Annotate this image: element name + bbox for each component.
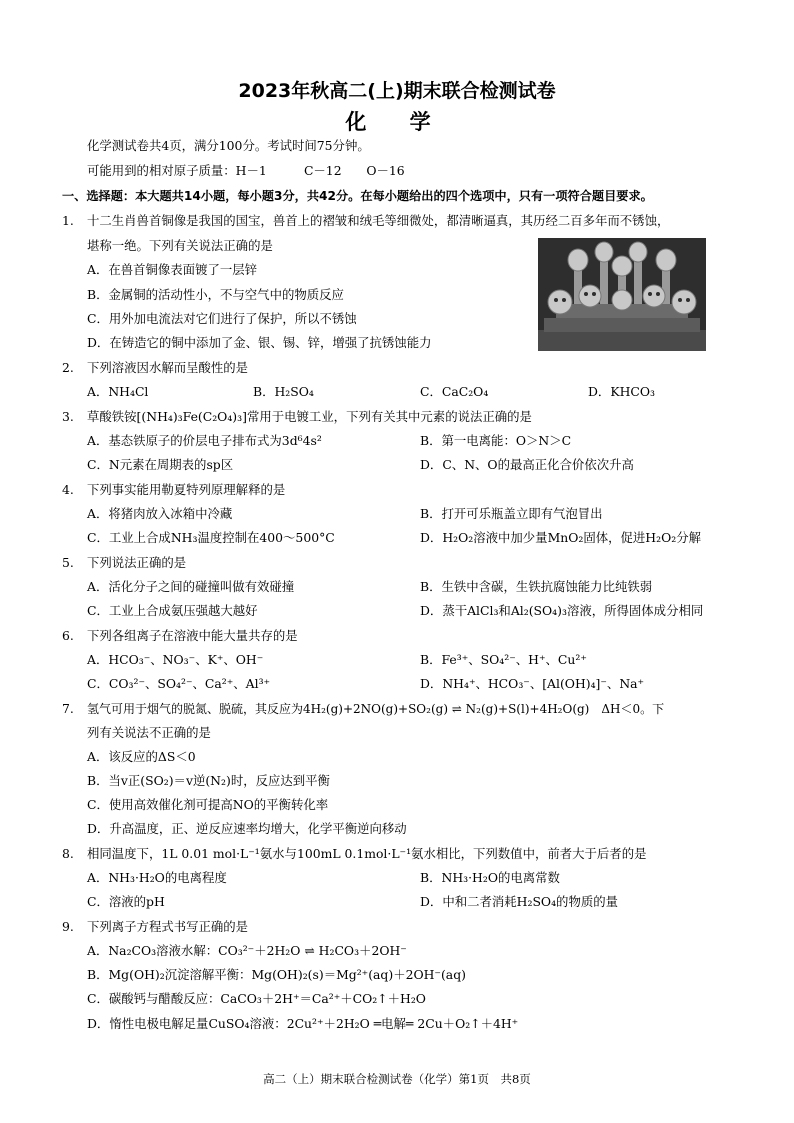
question-number: 5. — [62, 555, 74, 570]
option-c: C．CO₃²⁻、SO₄²⁻、Ca²⁺、Al³⁺ — [87, 676, 271, 691]
page-footer: 高二（上）期末联合检测试卷（化学）第1页 共8页 — [263, 1072, 531, 1086]
subject-heading: 化 学 — [345, 110, 449, 134]
option-c: C．工业上合成NH₃温度控制在400～500°C — [87, 530, 335, 545]
section-heading: 一、选择题：本大题共14小题，每小题3分，共42分。在每小题给出的四个选项中，只有一项符合题目要求。 — [62, 189, 653, 203]
question-stem: 氢气可用于烟气的脱氮、脱硫，其反应为4H₂(g)+2NO(g)+SO₂(g) ⇌ N₂(g)+S(l)+4H₂O(g) ΔH＜0。下 — [87, 702, 665, 716]
option-a: A．将猪肉放入冰箱中冷藏 — [87, 506, 233, 521]
intro-line-2: 可能用到的相对原子质量：H－1 C－12 O－16 — [87, 163, 405, 178]
exam-title: 2023年秋高二(上)期末联合检测试卷 — [238, 80, 556, 102]
option-c: C．使用高效催化剂可提高NO的平衡转化率 — [87, 797, 329, 812]
question-stem: 下列溶液因水解而呈酸性的是 — [87, 360, 249, 375]
intro-line-1: 化学测试卷共4页，满分100分。考试时间75分钟。 — [87, 138, 370, 153]
option-c: C．用外加电流法对它们进行了保护，所以不锈蚀 — [87, 311, 357, 326]
bronze-zodiac-heads-photo — [538, 238, 706, 351]
option-d: D．KHCO₃ — [588, 384, 655, 399]
option-a: A．活化分子之间的碰撞叫做有效碰撞 — [87, 579, 295, 594]
option-b: B．NH₃·H₂O的电离常数 — [420, 870, 560, 885]
question-number: 7. — [62, 701, 74, 716]
question-number: 1. — [62, 213, 74, 228]
question-stem: 下列离子方程式书写正确的是 — [87, 919, 249, 934]
question-stem-cont: 列有关说法不正确的是 — [87, 725, 211, 740]
question-number: 3. — [62, 409, 74, 424]
option-b: B．当v正(SO₂)＝v逆(N₂)时，反应达到平衡 — [87, 773, 330, 788]
zodiac-heads-illustration — [538, 238, 706, 351]
option-b: B．H₂SO₄ — [253, 384, 314, 399]
option-b: B．生铁中含碳，生铁抗腐蚀能力比纯铁弱 — [420, 579, 653, 594]
option-d: D．升高温度，正、逆反应速率均增大，化学平衡逆向移动 — [87, 821, 407, 836]
option-b: B．Mg(OH)₂沉淀溶解平衡：Mg(OH)₂(s)＝Mg²⁺(aq)＋2OH⁻(aq) — [87, 967, 466, 982]
option-c: C．溶液的pH — [87, 894, 165, 909]
question-number: 2. — [62, 360, 74, 375]
option-d: D．H₂O₂溶液中加少量MnO₂固体，促进H₂O₂分解 — [420, 530, 701, 545]
question-stem: 下列各组离子在溶液中能大量共存的是 — [87, 628, 298, 643]
option-a: A．Na₂CO₃溶液水解：CO₃²⁻＋2H₂O ⇌ H₂CO₃＋2OH⁻ — [87, 943, 407, 958]
question-stem: 十二生肖兽首铜像是我国的国宝，兽首上的褶皱和绒毛等细微处，都清晰逼真，其历经二百多年而不锈蚀， — [87, 213, 670, 228]
option-b: B．金属铜的活动性小，不与空气中的物质反应 — [87, 287, 344, 302]
question-stem: 下列说法正确的是 — [87, 555, 187, 570]
option-b: B．Fe³⁺、SO₄²⁻、H⁺、Cu²⁺ — [420, 652, 587, 667]
question-stem-cont: 堪称一绝。下列有关说法正确的是 — [87, 238, 273, 253]
option-c: C．N元素在周期表的sp区 — [87, 457, 234, 472]
question-number: 8. — [62, 846, 74, 861]
question-number: 4. — [62, 482, 74, 497]
option-c: C．碳酸钙与醋酸反应：CaCO₃＋2H⁺＝Ca²⁺＋CO₂↑＋H₂O — [87, 991, 426, 1006]
option-a: A．NH₃·H₂O的电离程度 — [87, 870, 227, 885]
option-d: D．中和二者消耗H₂SO₄的物质的量 — [420, 894, 619, 909]
option-a: A．在兽首铜像表面镀了一层锌 — [87, 262, 258, 277]
question-stem: 下列事实能用勒夏特列原理解释的是 — [87, 482, 286, 497]
option-c: C．CaC₂O₄ — [420, 384, 489, 399]
question-stem: 草酸铁铵[(NH₄)₃Fe(C₂O₄)₃]常用于电镀工业，下列有关其中元素的说法正确的是 — [87, 409, 532, 424]
option-a: A．NH₄Cl — [87, 384, 149, 399]
option-a: A．HCO₃⁻、NO₃⁻、K⁺、OH⁻ — [87, 652, 264, 667]
option-d: D．蒸干AlCl₃和Al₂(SO₄)₃溶液，所得固体成分相同 — [420, 603, 704, 618]
option-a: A．该反应的ΔS＜0 — [87, 749, 196, 764]
option-b: B．打开可乐瓶盖立即有气泡冒出 — [420, 506, 603, 521]
question-stem: 相同温度下，1L 0.01 mol·L⁻¹氨水与100mL 0.1mol·L⁻¹氨水相比，下列数值中，前者大于后者的是 — [87, 846, 647, 861]
option-b: B．第一电离能：O＞N＞C — [420, 433, 572, 448]
question-number: 9. — [62, 919, 74, 934]
option-d: D．NH₄⁺、HCO₃⁻、[Al(OH)₄]⁻、Na⁺ — [420, 676, 645, 691]
option-c: C．工业上合成氨压强越大越好 — [87, 603, 258, 618]
option-a: A．基态铁原子的价层电子排布式为3d⁶4s² — [87, 433, 322, 448]
option-d: D．C、N、O的最高正化合价依次升高 — [420, 457, 634, 472]
option-d: D．在铸造它的铜中添加了金、银、锡、锌，增强了抗锈蚀能力 — [87, 335, 432, 350]
question-number: 6. — [62, 628, 74, 643]
option-d: D．惰性电极电解足量CuSO₄溶液：2Cu²⁺＋2H₂O ═电解═ 2Cu＋O₂↑＋4H⁺ — [87, 1016, 519, 1031]
